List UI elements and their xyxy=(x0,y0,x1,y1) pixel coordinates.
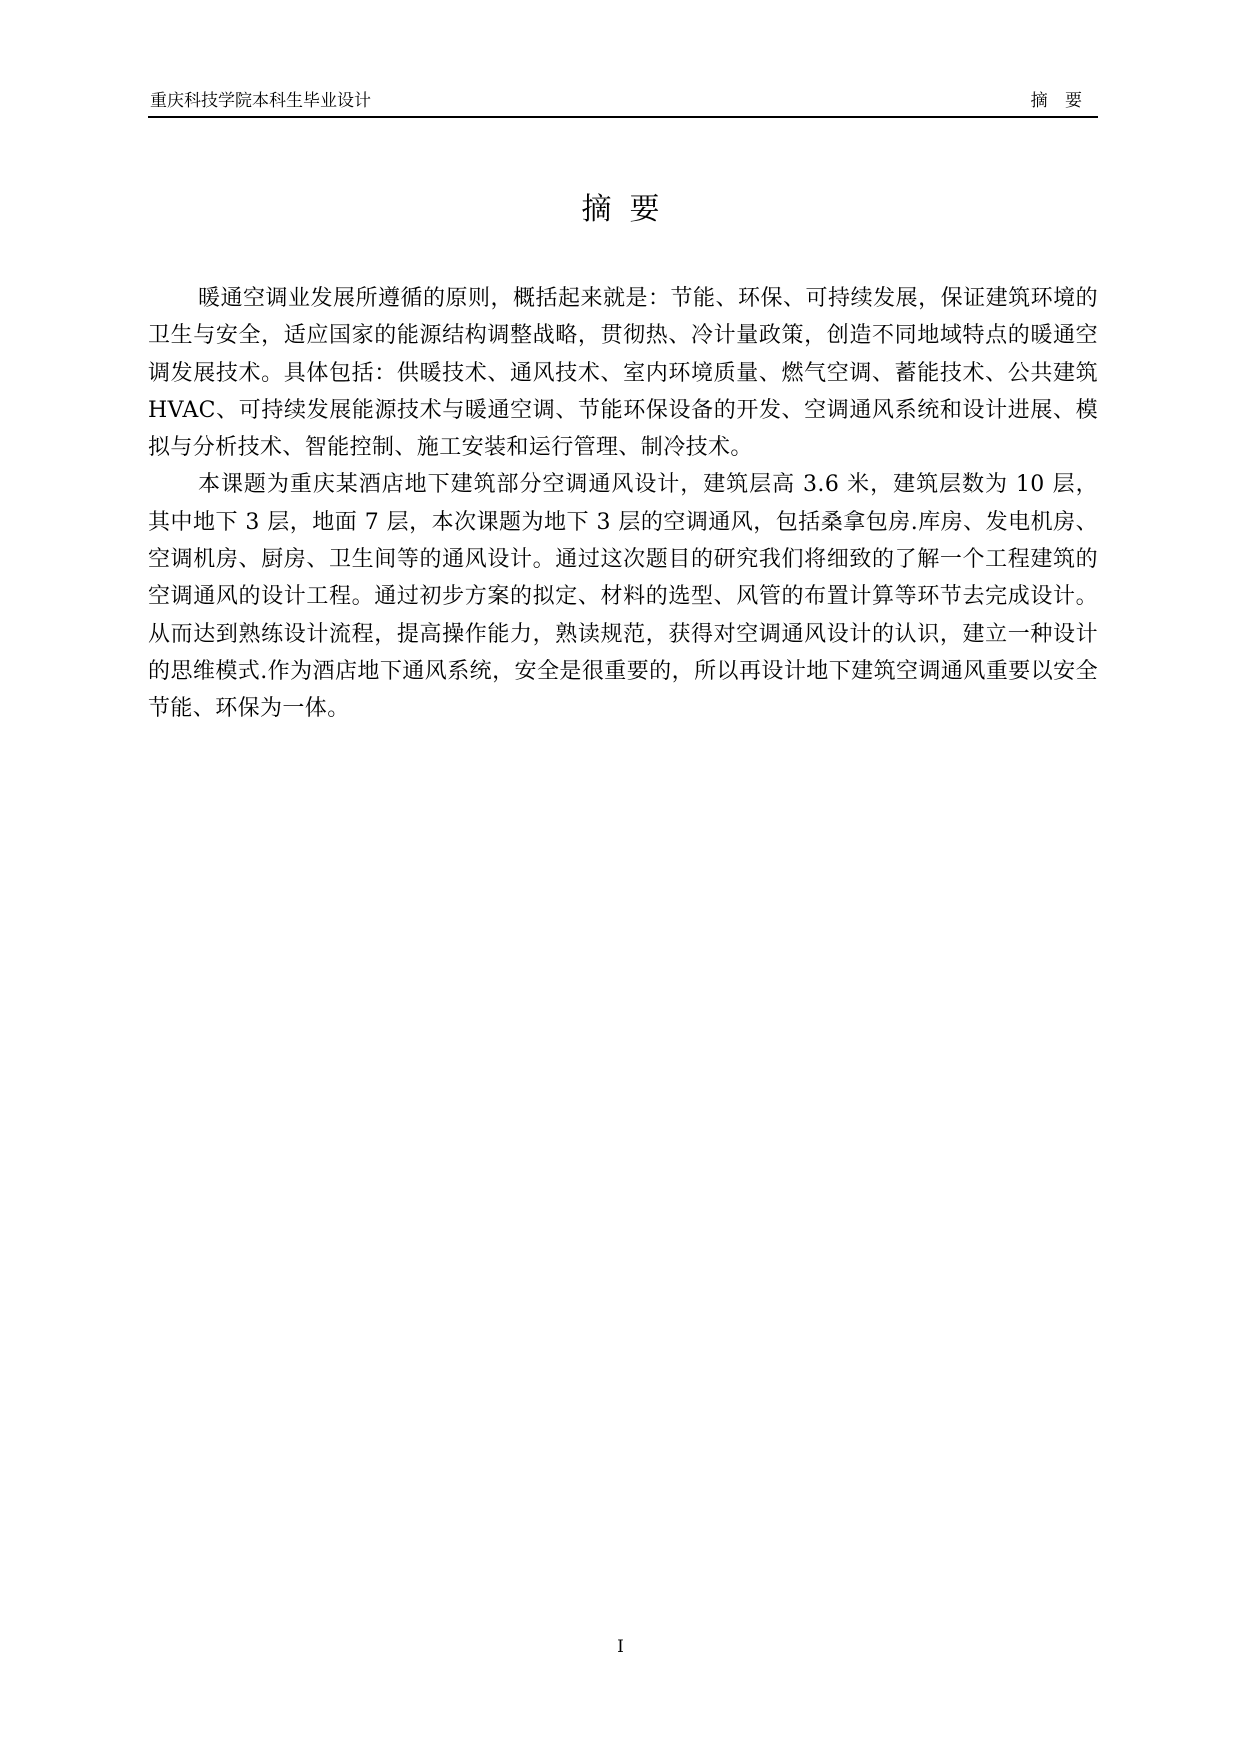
abstract-body xyxy=(148,280,1098,728)
running-header xyxy=(148,88,1098,118)
page-title-char-1: 摘 xyxy=(581,192,612,227)
abstract-paragraph: 暖通空调业发展所遵循的原则，概括起来就是：节能、环保、可持续发展，保证建筑环境的卫生与安全，适应国家的能源结构调整战略，贯彻热、冷计量政策，创造不同地域特点的暖通空调发展技术。具体包括：供暖技术、通风技术、室内环境质量、燃气空调、蓄能技术、公共建筑 HVAC、可持续发展能源技术与暖通空调、节能环保设备的开发、空调通风系统和设计进展、模拟与分析技术、智能控制、施工安装和运行管理、制冷技术。 xyxy=(148,286,1098,461)
page-title xyxy=(0,190,1241,230)
page-title-char-2: 要 xyxy=(629,192,660,227)
page-number: I xyxy=(617,1637,624,1657)
header-thesis-label: 重庆科技学院本科生毕业设计 xyxy=(150,91,371,111)
header-section-label: 摘 要 xyxy=(1030,91,1088,111)
abstract-paragraph: 本课题为重庆某酒店地下建筑部分空调通风设计，建筑层高 3.6 米，建筑层数为 10 层，其中地下 3 层，地面 7 层，本次课题为地下 3 层的空调通风，包括桑拿包房.库房、发电机房、空调机房、厨房、卫生间等的通风设计。通过这次题目的研究我们将细致的了解一个工程建筑的空调通风的设计工程。通过初步方案的拟定、材料的选型、风管的布置计算等环节去完成设计。从而达到熟练设计流程，提高操作能力，熟读规范，获得对空调通风设计的认识，建立一种设计的思维模式.作为酒店地下通风系统，安全是很重要的，所以再设计地下建筑空调通风重要以安全节能、环保为一体。 xyxy=(148,472,1098,722)
